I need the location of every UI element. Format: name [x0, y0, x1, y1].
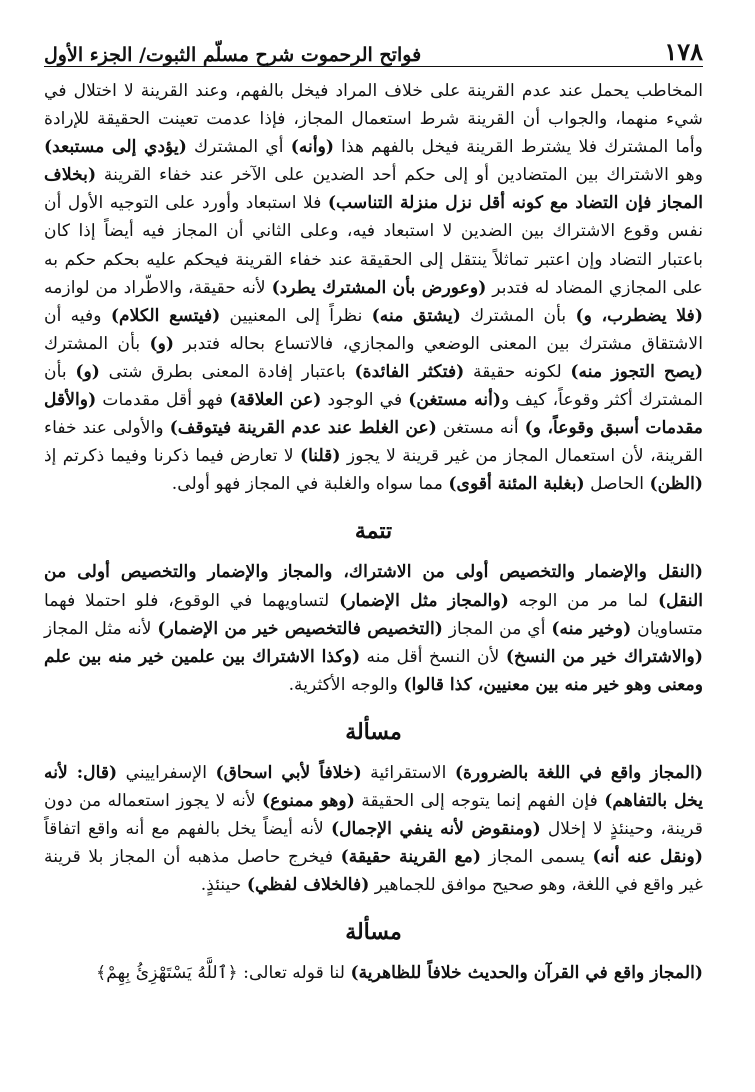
matn-segment: (والمجاز مثل الإضمار) [339, 590, 509, 611]
matn-segment: (التخصيص فالتخصيص خير من الإضمار) [157, 618, 443, 639]
matn-segment: (فالخلاف لفظي) [246, 875, 370, 896]
matn-segment: (وعورض بأن المشترك يطرد) [271, 277, 487, 298]
sharh-segment: بأن المشترك [44, 333, 150, 354]
sharh-segment: لتساويهما في الوقوع، فلو احتملا فهما متساويان [44, 590, 703, 639]
sharh-segment: مما سواه والغلبة في المجاز فهو أولى. [171, 474, 449, 495]
matn-segment: (والاشتراك خير من النسخ) [505, 646, 703, 667]
matn-segment: (الظن) [649, 474, 703, 495]
matn-segment: (يصح التجوز منه) [570, 361, 703, 382]
sharh-segment: ﴿ٱللَّهُ يَسْتَهْزِئُ بِهِمْ﴾ [96, 963, 238, 984]
sharh-segment: فلا استبعاد وأورد على التوجيه الأول أن نفس وقوع الاشتراك بين الضدين لا استبعاد فيه، وعلى الثاني أن المجاز فيه أيضاً إذا كان باعتبار التضاد وإن اعتبر تماثلاً ينتقل إلى الحقيقة عند خفاء القرينة فيحكم عليه بحكم حكم به على المجازي المضاد له فتدبر [44, 193, 704, 298]
body-paragraph [44, 558, 703, 698]
section-heading: مسألة [345, 718, 402, 745]
sharh-segment: لما مر من الوجه [508, 590, 658, 611]
matn-segment: (و) [149, 333, 175, 354]
matn-segment: (عن العلاقة) [229, 390, 322, 411]
sharh-segment: الاستقرائية [361, 762, 455, 783]
matn-segment: (بغلبة المئنة أقوى) [448, 474, 585, 495]
matn-segment: (يشتق منه) [371, 305, 461, 326]
matn-segment: (ومنقوض لأنه ينفي الإجمال) [330, 819, 541, 840]
sharh-segment: فهو أقل مقدمات [96, 390, 230, 411]
matn-segment: (المجاز واقع في اللغة بالضرورة) [454, 762, 703, 783]
page-header [44, 0, 703, 67]
sharh-segment: حينئذٍ. [200, 875, 247, 896]
page-content [44, 77, 703, 987]
sharh-segment: باعتبار إفادة المعنى بطرق شتى [99, 361, 355, 382]
sharh-segment: لا تعارض فيما ذكرنا وفيما ذكرتم إذ [44, 446, 300, 467]
matn-segment: (والأقل مقدمات أسبق وقوعاً، و) [44, 390, 704, 439]
sharh-segment: نظراً إلى المعنيين [220, 305, 372, 326]
body-paragraph [44, 959, 703, 987]
sharh-segment: لأنه حقيقة، والاطّراد من لوازمه [44, 277, 272, 298]
matn-segment: (قلنا) [299, 446, 341, 467]
page-number: ١٧٨ [664, 37, 703, 66]
matn-segment: (وهو ممنوع) [262, 790, 355, 811]
sharh-segment: لأن النسخ أقل منه [360, 646, 506, 667]
section-heading: تتمة [354, 518, 393, 545]
sharh-segment: بأن المشترك أكثر وقوعاً، كيف و [44, 361, 703, 411]
sharh-segment: لأنه مثل المجاز [44, 618, 158, 639]
matn-segment: (ونقل عنه أنه) [592, 847, 703, 868]
sharh-segment: لأنه لا يجوز استعماله من دون قرينة، وحينئذٍ لا إخلال [44, 790, 703, 840]
matn-segment: (يؤدي إلى مستبعد) [44, 137, 187, 158]
sharh-segment: لنا قوله تعالى: [237, 963, 351, 984]
sharh-segment: بأن المشترك [460, 305, 576, 326]
matn-segment: (وخير منه) [551, 618, 632, 639]
matn-segment: (المجاز واقع في القرآن والحديث خلافاً للظاهرية) [350, 963, 703, 984]
running-title: فواتح الرحموت شرح مسلّم الثبوت/ الجزء الأول [44, 44, 422, 66]
sharh-segment: أنه مستغن [436, 418, 525, 439]
sharh-segment: فيخرج حاصل مذهبه أن المجاز بلا قرينة غير واقع في اللغة، وهو صحيح موافق للجماهير [44, 847, 703, 896]
matn-segment: (مع القرينة حقيقة) [340, 847, 482, 868]
sharh-segment: في الوجود [321, 390, 409, 411]
matn-segment: (فلا يضطرب، و) [575, 305, 703, 326]
matn-segment: (وأنه) [290, 137, 335, 158]
sharh-segment: الإسفراييني [117, 762, 216, 783]
sharh-segment: وهو الاشتراك بين المتضادين أو إلى حكم أحد الضدين على الآخر عند خفاء القرينة [96, 165, 703, 186]
body-paragraph [44, 77, 703, 498]
matn-segment: (قال: لأنه يخل بالتفاهم) [44, 762, 703, 811]
sharh-segment: الحاصل [584, 474, 650, 495]
matn-segment: (أنه مستغن) [408, 390, 501, 411]
sharh-segment: المخاطب يحمل عند عدم القرينة على خلاف المراد فيخل بالفهم، وعند القرينة لا اختلال في شيء منهما، والجواب أن القرينة شرط استعمال المجاز، فإذا عدمت تعينت الحقيقة للإرادة وأما المشترك فلا يشترط القرينة فيخل بالفهم هذا [44, 81, 703, 158]
sharh-segment: وفيه أن الاشتقاق مشترك بين المعنى الوضعي والمجازي، فالاتساع بحاله فتدبر [44, 305, 704, 354]
matn-segment: (فتكثر الفائدة) [354, 361, 465, 382]
body-paragraph [44, 759, 703, 899]
sharh-segment: أي المشترك [186, 137, 291, 158]
sharh-segment: فإن الفهم إنما يتوجه إلى الحقيقة [354, 790, 605, 811]
sharh-segment: يسمى المجاز [481, 847, 593, 868]
sharh-segment: لكونه حقيقة [464, 361, 571, 382]
matn-segment: (عن الغلط عند عدم القرينة فيتوقف) [169, 418, 437, 439]
sharh-segment: لأنه أيضاً يخل بالفهم مع أنه واقع اتفاقاً [44, 819, 331, 840]
matn-segment: (و) [75, 361, 100, 382]
matn-segment: (بخلاف المجاز فإن التضاد مع كونه أقل نزل منزلة التناسب) [44, 165, 703, 214]
matn-segment: (وكذا الاشتراك بين علمين خير منه بين علم ومعنى وهو خير منه بين معنيين، كذا قالوا) [44, 646, 703, 695]
section-heading: مسألة [345, 919, 402, 946]
matn-segment: (فيتسع الكلام) [110, 305, 221, 326]
sharh-segment: والوجه الأكثرية. [288, 674, 404, 695]
sharh-segment: أي من المجاز [442, 618, 552, 639]
matn-segment: (النقل والإضمار والتخصيص أولى من الاشتراك، والمجاز والإضمار والتخصيص أولى من النقل) [44, 562, 703, 611]
matn-segment: (خلافاً لأبي اسحاق) [215, 762, 362, 783]
sharh-segment: والأولى عند خفاء القرينة، لأن استعمال المجاز من غير قرينة لا يجوز [44, 418, 704, 467]
